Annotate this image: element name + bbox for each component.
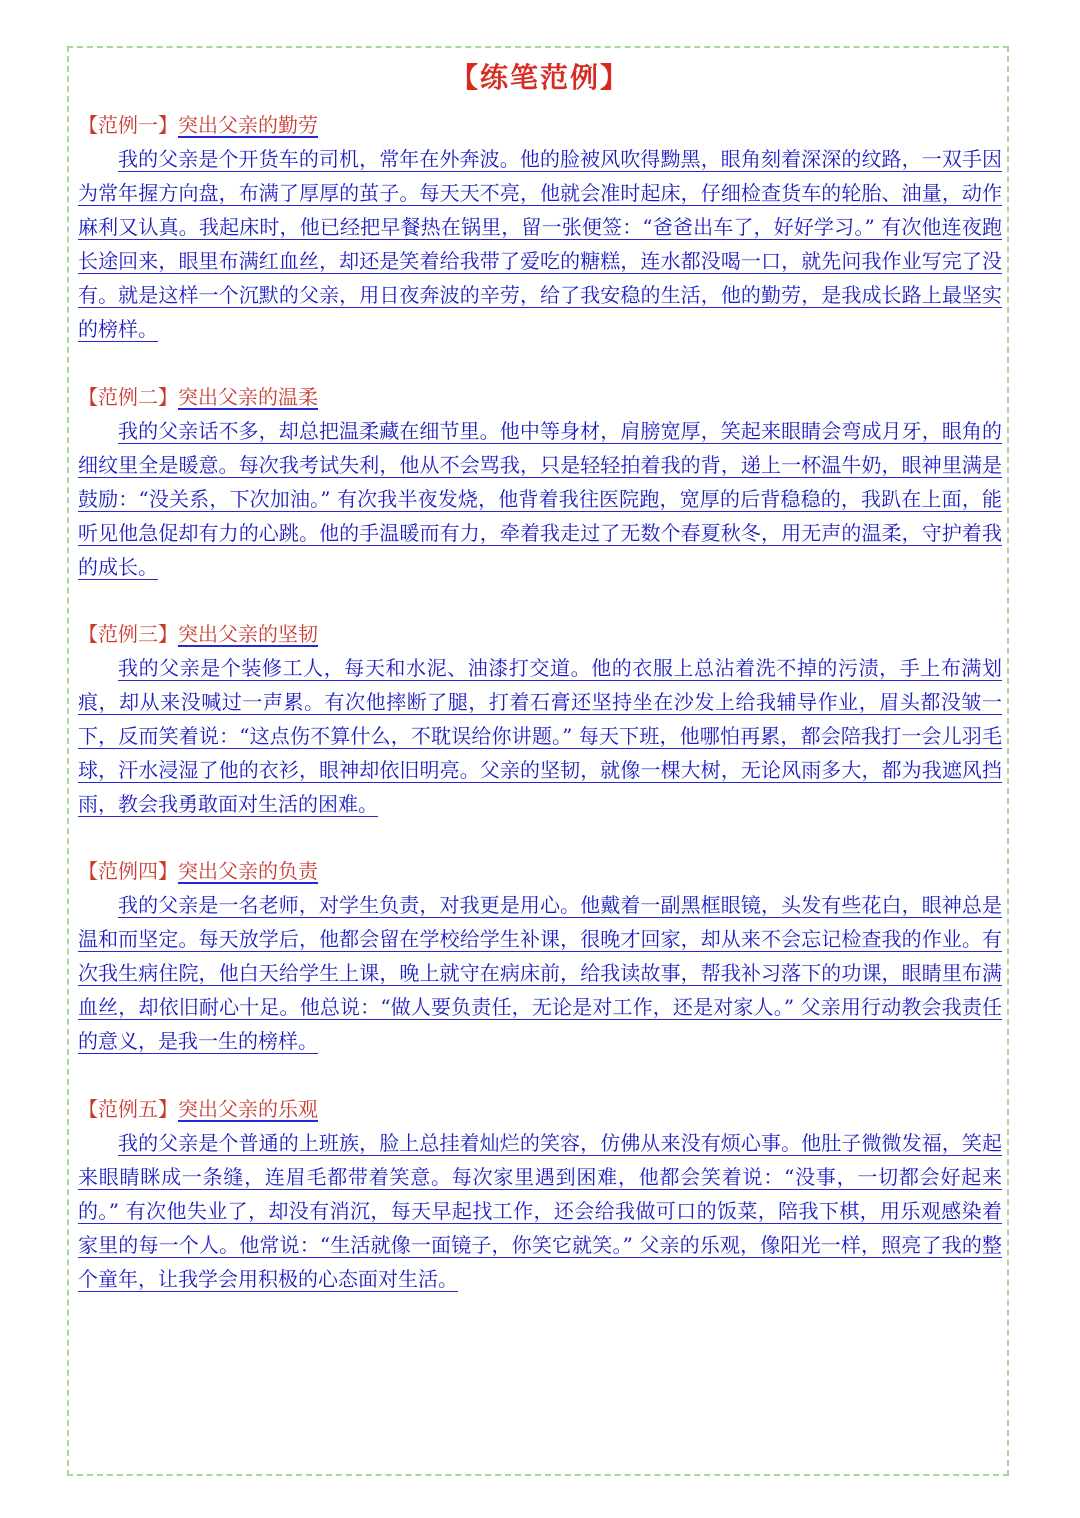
section-tag: 【范例三】	[78, 622, 178, 646]
section-topic: 突出父亲的负责	[178, 859, 318, 883]
section-tag: 【范例五】	[78, 1097, 178, 1121]
example-section-5	[78, 1092, 1002, 1296]
section-topic: 突出父亲的乐观	[178, 1097, 318, 1121]
page-title: 【练笔范例】	[449, 61, 630, 94]
section-topic: 突出父亲的坚韧	[178, 622, 318, 646]
example-section-3	[78, 617, 1002, 821]
section-text: 我的父亲话不多，却总把温柔藏在细节里。他中等身材，肩膀宽厚，笑起来眼睛会弯成月牙，眼角的细纹里全是暖意。每次我考试失利，他从不会骂我，只是轻轻拍着我的背，递上一杯温牛奶，眼神里满是鼓励：“没关系，下次加油。” 有次我半夜发烧，他背着我往医院跑，宽厚的后背稳稳的，我趴在上面，能听见他急促却有力的心跳。他的手温暖而有力，牵着我走过了无数个春夏秋冬，用无声的温柔，守护着我的成长。	[78, 419, 1002, 579]
section-text: 我的父亲是一名老师，对学生负责，对我更是用心。他戴着一副黑框眼镜，头发有些花白，眼神总是温和而坚定。每天放学后，他都会留在学校给学生补课，很晚才回家，却从来不会忘记检查我的作业。有次我生病住院，他白天给学生上课，晚上就守在病床前，给我读故事，帮我补习落下的功课，眼睛里布满血丝，却依旧耐心十足。他总说：“做人要负责任，无论是对工作，还是对家人。” 父亲用行动教会我责任的意义，是我一生的榜样。	[78, 893, 1002, 1053]
section-tag: 【范例一】	[78, 113, 178, 137]
section-heading	[78, 380, 1002, 414]
section-tag: 【范例四】	[78, 859, 178, 883]
section-topic: 突出父亲的勤劳	[178, 113, 318, 137]
example-section-1	[78, 108, 1002, 346]
example-section-4	[78, 854, 1002, 1058]
section-tag: 【范例二】	[78, 385, 178, 409]
section-heading	[78, 617, 1002, 651]
section-heading	[78, 854, 1002, 888]
section-heading	[78, 1092, 1002, 1126]
section-heading	[78, 108, 1002, 142]
example-section-2	[78, 380, 1002, 584]
section-text: 我的父亲是个普通的上班族，脸上总挂着灿烂的笑容，仿佛从来没有烦心事。他肚子微微发福，笑起来眼睛眯成一条缝，连眉毛都带着笑意。每次家里遇到困难，他都会笑着说：“没事，一切都会好起来的。” 有次他失业了，却没有消沉，每天早起找工作，还会给我做可口的饭菜，陪我下棋，用乐观感染着家里的每一个人。他常说：“生活就像一面镜子，你笑它就笑。” 父亲的乐观，像阳光一样，照亮了我的整个童年，让我学会用积极的心态面对生活。	[78, 1131, 1002, 1291]
section-text: 我的父亲是个装修工人，每天和水泥、油漆打交道。他的衣服上总沾着洗不掉的污渍，手上布满划痕，却从来没喊过一声累。有次他摔断了腿，打着石膏还坚持坐在沙发上给我辅导作业，眉头都没皱一下，反而笑着说：“这点伤不算什么，不耽误给你讲题。” 每天下班，他哪怕再累，都会陪我打一会儿羽毛球，汗水浸湿了他的衣衫，眼神却依旧明亮。父亲的坚韧，就像一棵大树，无论风雨多大，都为我遮风挡雨，教会我勇敢面对生活的困难。	[78, 656, 1002, 816]
section-topic: 突出父亲的温柔	[178, 385, 318, 409]
section-text: 我的父亲是个开货车的司机，常年在外奔波。他的脸被风吹得黝黑，眼角刻着深深的纹路，一双手因为常年握方向盘，布满了厚厚的茧子。每天天不亮，他就会准时起床，仔细检查货车的轮胎、油量，动作麻利又认真。我起床时，他已经把早餐热在锅里，留一张便签：“爸爸出车了，好好学习。” 有次他连夜跑长途回来，眼里布满红血丝，却还是笑着给我带了爱吃的糖糕，连水都没喝一口，就先问我作业写完了没有。就是这样一个沉默的父亲，用日夜奔波的辛劳，给了我安稳的生活，他的勤劳，是我成长路上最坚实的榜样。	[78, 147, 1002, 341]
